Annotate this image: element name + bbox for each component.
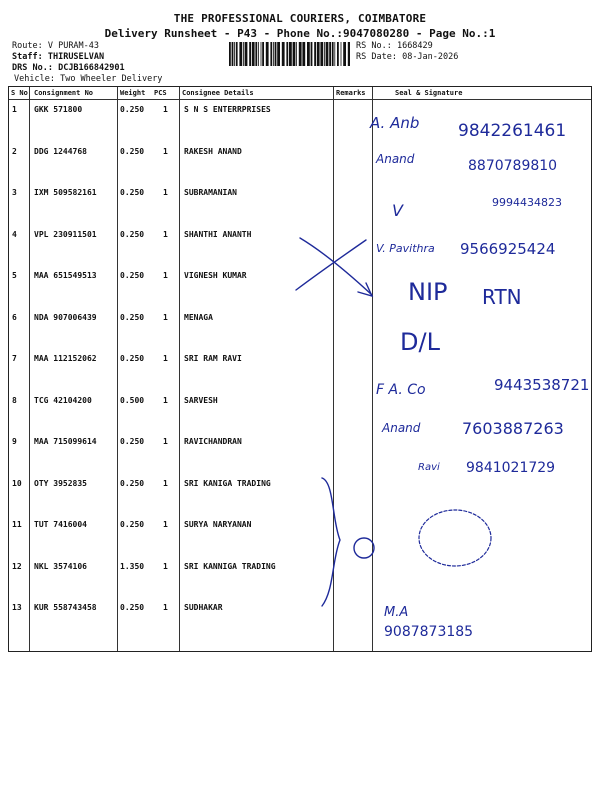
document-title: THE PROFESSIONAL COURIERS, COIMBATORE xyxy=(173,12,427,25)
barcode-bar xyxy=(275,42,277,66)
weight-cell: 0.250 xyxy=(120,271,145,280)
sno-cell: 13 xyxy=(12,603,22,612)
route-label: Route: xyxy=(12,41,43,51)
row3-signature: V xyxy=(392,201,403,220)
consignee-cell: SHANTHI ANANTH xyxy=(184,229,252,239)
pcs-cell: 1 xyxy=(163,312,168,322)
barcode-bar xyxy=(277,42,280,66)
header-consignment: Consignment No xyxy=(34,89,94,97)
consignee-cell: RAKESH ANAND xyxy=(184,146,242,156)
weight-cell: 0.250 xyxy=(120,437,145,446)
barcode-bar xyxy=(334,42,335,66)
pcs-cell: 1 xyxy=(163,354,168,363)
barcode-bar xyxy=(232,42,234,66)
consignment-cell: KUR 558743458 xyxy=(34,603,97,612)
weight-cell: 0.250 xyxy=(120,188,145,197)
row13-phone: 9087873185 xyxy=(384,624,474,640)
barcode-bar xyxy=(337,42,339,66)
consignee-cell: SUDHAKAR xyxy=(184,603,223,612)
barcode-bar xyxy=(239,42,242,66)
weight-cell: 0.250 xyxy=(120,105,145,114)
sno-cell: 12 xyxy=(12,561,22,571)
barcode-bar xyxy=(343,42,346,66)
row3-phone: 9994434823 xyxy=(492,196,562,209)
column-divider xyxy=(29,87,30,651)
header-divider xyxy=(9,99,591,100)
header-seal-signature: Seal & Signature xyxy=(395,89,463,97)
row1-phone: 9842261461 xyxy=(458,121,567,141)
barcode-bar xyxy=(249,42,251,66)
consignment-cell: TCG 42104200 xyxy=(34,395,92,405)
header-pcs: PCS xyxy=(154,89,167,97)
weight-cell: 0.250 xyxy=(120,312,145,322)
consignment-cell: VPL 230911501 xyxy=(34,229,97,239)
consignee-cell: SUBRAMANIAN xyxy=(184,188,237,197)
sno-cell: 9 xyxy=(12,437,17,446)
barcode-bar xyxy=(348,42,350,66)
consignee-cell: VIGNESH KUMAR xyxy=(184,271,247,280)
barcode-bar xyxy=(245,42,248,66)
header-remarks: Remarks xyxy=(336,89,366,97)
row7-phone: 9443538721 xyxy=(494,376,590,394)
barcode-bar xyxy=(320,42,323,66)
sno-cell: 2 xyxy=(12,146,17,156)
sno-cell: 5 xyxy=(12,271,17,280)
consignee-cell: SRI KANNIGA TRADING xyxy=(184,561,276,571)
pcs-cell: 1 xyxy=(163,561,168,571)
weight-cell: 1.350 xyxy=(120,561,145,571)
barcode-bar xyxy=(341,42,342,66)
rtn-mark: RTN xyxy=(482,285,522,309)
barcode-bar xyxy=(293,42,296,66)
barcode-bar xyxy=(307,42,310,66)
sno-cell: 1 xyxy=(12,105,17,114)
delivered-mark: D/L xyxy=(400,328,440,356)
consignee-cell: SARVESH xyxy=(184,395,218,405)
header-sno: S No xyxy=(11,89,28,97)
pcs-cell: 1 xyxy=(163,437,168,446)
pcs-cell: 1 xyxy=(163,271,168,280)
row4-phone: 9566925424 xyxy=(460,240,556,258)
sno-cell: 10 xyxy=(12,478,22,488)
barcode-bar xyxy=(329,42,331,66)
staff-label: Staff: xyxy=(12,52,43,62)
vehicle-line xyxy=(14,74,162,85)
weight-cell: 0.250 xyxy=(120,229,145,239)
route-line xyxy=(12,41,99,52)
barcode-bar xyxy=(273,42,274,66)
pcs-cell: 1 xyxy=(163,478,168,488)
pcs-cell: 1 xyxy=(163,229,168,239)
route-value: V PURAM-43 xyxy=(47,41,100,51)
pcs-cell: 1 xyxy=(163,105,168,114)
header-weight: Weight xyxy=(120,89,146,97)
row2-signature: Anand xyxy=(376,152,415,166)
pcs-cell: 1 xyxy=(163,603,168,612)
rs-no-label: RS No.: xyxy=(356,41,392,51)
sno-cell: 6 xyxy=(12,312,17,322)
barcode-bar xyxy=(262,42,264,66)
barcode-bar xyxy=(266,42,269,66)
barcode-bar xyxy=(332,42,334,66)
consignee-cell: SURYA NARYANAN xyxy=(184,520,252,529)
column-divider xyxy=(333,87,334,651)
weight-cell: 0.250 xyxy=(120,603,145,612)
rs-no-value: 1668429 xyxy=(396,41,433,51)
staff-value: THIRUSELVAN xyxy=(47,52,105,62)
drs-label: DRS No.: xyxy=(12,63,53,73)
barcode-bar xyxy=(261,42,262,66)
column-divider xyxy=(179,87,180,651)
consignment-cell: TUT 7416004 xyxy=(34,520,87,529)
barcode-bar xyxy=(289,42,292,66)
header-consignee: Consignee Details xyxy=(182,89,254,97)
rs-date-line xyxy=(356,52,458,63)
runsheet-table xyxy=(8,86,592,652)
pcs-cell: 1 xyxy=(163,146,168,156)
weight-cell: 0.250 xyxy=(120,520,145,529)
nip-mark: NIP xyxy=(408,278,448,306)
barcode-bar xyxy=(326,42,329,66)
consignment-cell: OTY 3952835 xyxy=(34,478,87,488)
weight-cell: 0.500 xyxy=(120,395,145,405)
consignee-cell: MENAGA xyxy=(184,312,213,322)
consignment-cell: MAA 715099614 xyxy=(34,437,97,446)
pcs-cell: 1 xyxy=(163,188,168,197)
barcode-bar xyxy=(229,42,231,66)
barcode-bar xyxy=(302,42,305,66)
vehicle-label: Vehicle: xyxy=(14,74,55,84)
row8-phone: 7603887263 xyxy=(462,419,564,438)
row1-signature: A. Anb xyxy=(370,114,420,132)
barcode-bar xyxy=(299,42,302,66)
barcode-bar xyxy=(286,42,288,66)
row7-signature: F A. Co xyxy=(376,382,426,398)
rs-date-value: 08-Jan-2026 xyxy=(402,52,459,62)
row2-phone: 8870789810 xyxy=(468,158,558,174)
barcode-bar xyxy=(317,42,320,66)
barcode-bar xyxy=(255,42,257,66)
barcode-bar xyxy=(296,42,297,66)
row9-signature: Ravi xyxy=(418,462,440,473)
sno-cell: 11 xyxy=(12,520,22,529)
pcs-cell: 1 xyxy=(163,520,168,529)
barcode-bar xyxy=(236,42,238,66)
barcode-image xyxy=(228,42,350,66)
consignment-cell: MAA 112152062 xyxy=(34,354,97,363)
consignee-cell: RAVICHANDRAN xyxy=(184,437,242,446)
barcode-bar xyxy=(282,42,285,66)
barcode-bar xyxy=(252,42,255,66)
consignment-cell: MAA 651549513 xyxy=(34,271,97,280)
barcode-bar xyxy=(270,42,272,66)
barcode-bar xyxy=(258,42,259,66)
sno-cell: 8 xyxy=(12,395,17,405)
drs-value: DCJB166842901 xyxy=(58,63,125,73)
row4-signature: V. Pavithra xyxy=(376,242,435,255)
consignment-cell: DDG 1244768 xyxy=(34,146,87,156)
weight-cell: 0.250 xyxy=(120,146,145,156)
staff-line xyxy=(12,52,104,63)
weight-cell: 0.250 xyxy=(120,354,145,363)
consignment-cell: NKL 3574106 xyxy=(34,561,87,571)
rs-no-line xyxy=(356,41,433,52)
consignee-cell: SRI KANIGA TRADING xyxy=(184,478,271,488)
drs-line xyxy=(12,63,125,74)
row9-phone: 9841021729 xyxy=(466,460,556,476)
barcode-bar xyxy=(314,42,316,66)
row13-signature: M.A xyxy=(384,605,409,620)
column-divider xyxy=(117,87,118,651)
barcode-bar xyxy=(311,42,313,66)
row8-signature: Anand xyxy=(382,421,421,435)
sno-cell: 3 xyxy=(12,188,17,197)
consignee-cell: SRI RAM RAVI xyxy=(184,354,242,363)
column-divider xyxy=(372,87,373,651)
barcode-bar xyxy=(243,42,244,66)
vehicle-value: Two Wheeler Delivery xyxy=(60,74,163,84)
document-subtitle: Delivery Runsheet - P43 - Phone No.:9047080280 - Page No.:1 xyxy=(104,27,496,40)
barcode-bar xyxy=(324,42,325,66)
pcs-cell: 1 xyxy=(163,395,168,405)
weight-cell: 0.250 xyxy=(120,478,145,488)
barcode-bar xyxy=(234,42,235,66)
consignment-cell: NDA 907006439 xyxy=(34,312,97,322)
rs-date-label: RS Date: xyxy=(356,52,397,62)
sno-cell: 7 xyxy=(12,354,17,363)
consignment-cell: GKK 571800 xyxy=(34,105,83,114)
consignment-cell: IXM 509582161 xyxy=(34,188,97,197)
sno-cell: 4 xyxy=(12,229,17,239)
consignee-cell: S N S ENTERRPRISES xyxy=(184,105,271,114)
